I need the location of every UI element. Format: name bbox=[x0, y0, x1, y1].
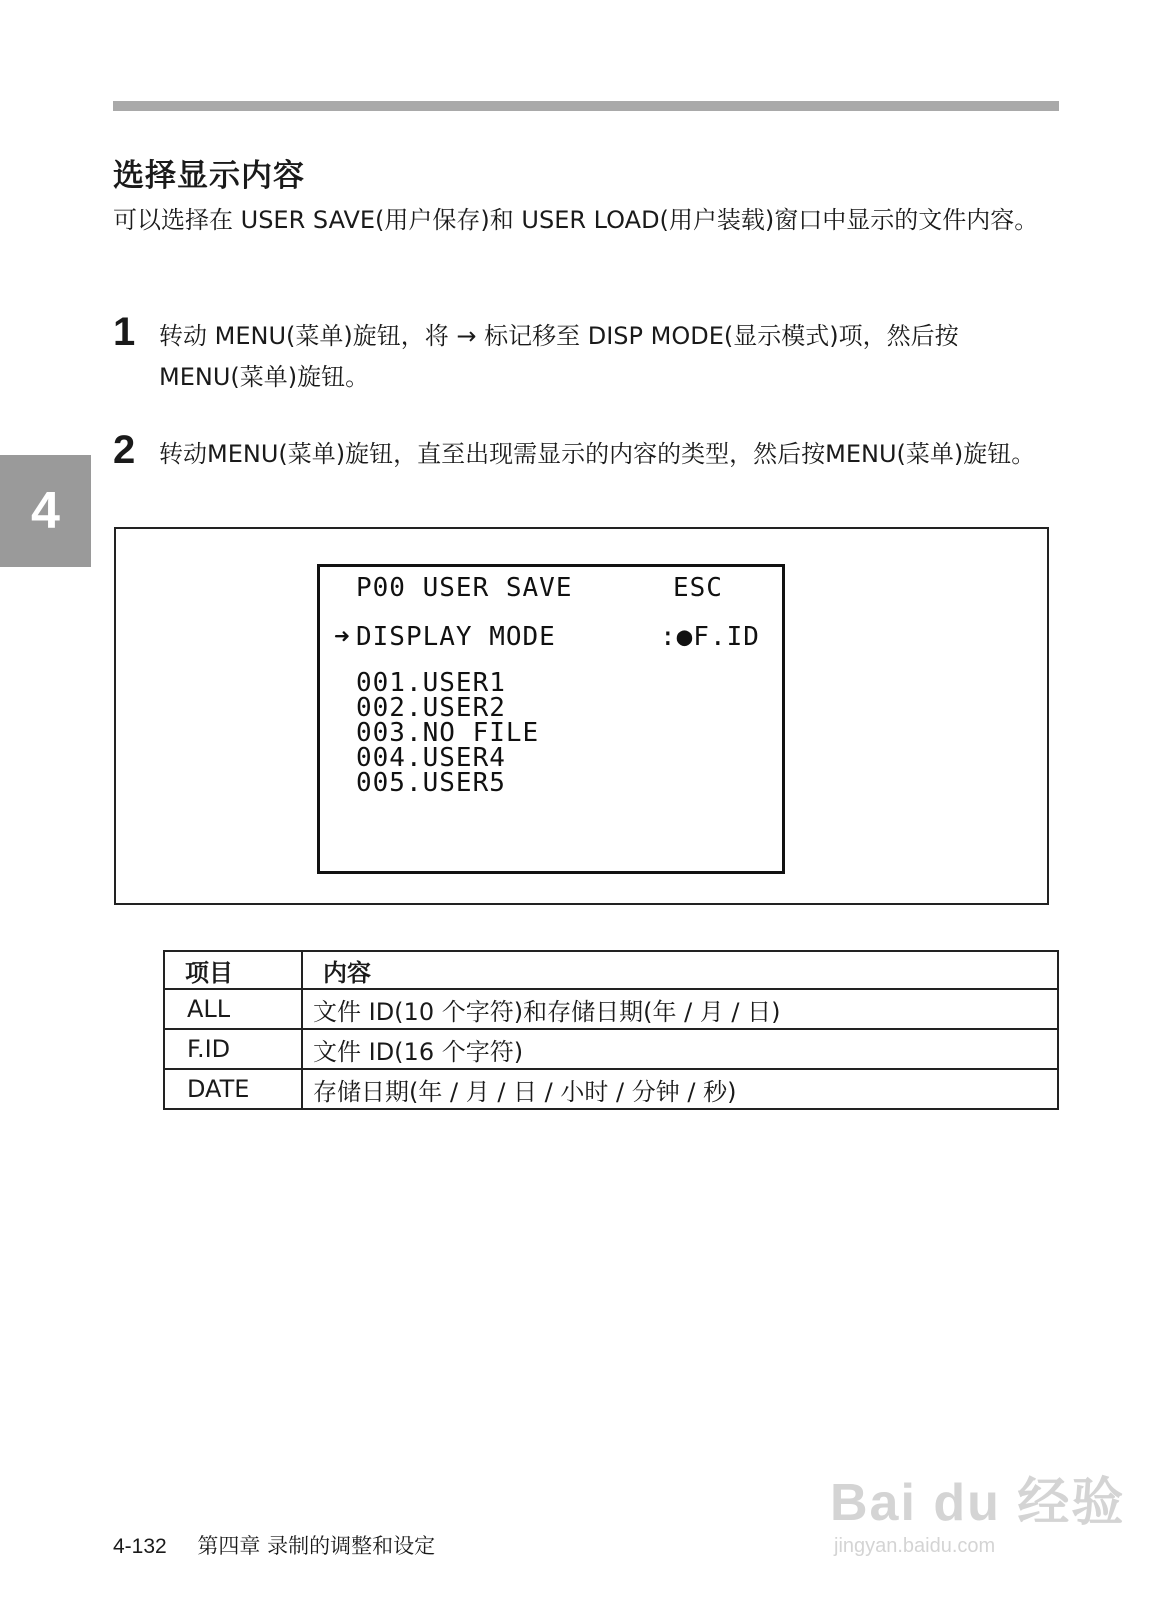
esc-option[interactable]: ESC bbox=[673, 573, 723, 603]
row-content: 文件 ID(10 个字符)和存储日期(年 / 月 / 日) bbox=[302, 989, 1058, 1029]
watermark-logo: Bai du 经验 bbox=[830, 1474, 1126, 1532]
table-header-row bbox=[164, 951, 1058, 989]
menu-screen bbox=[317, 564, 785, 874]
display-mode-item[interactable]: DISPLAY MODE bbox=[356, 622, 556, 652]
chapter-name: 第四章 录制的调整和设定 bbox=[197, 1534, 436, 1558]
header-item: 项目 bbox=[164, 951, 302, 989]
row-item: DATE bbox=[164, 1069, 302, 1109]
file-list bbox=[356, 668, 540, 798]
display-mode-value: :●F.ID bbox=[660, 622, 760, 652]
page-footer bbox=[113, 1530, 435, 1560]
header-content: 内容 bbox=[302, 951, 1058, 989]
table-row bbox=[164, 1069, 1058, 1109]
watermark-url: jingyan.baidu.com bbox=[834, 1535, 996, 1557]
section-title: 选择显示内容 bbox=[113, 158, 305, 194]
display-mode-table bbox=[163, 950, 1059, 1110]
table-row bbox=[164, 1029, 1058, 1069]
page-number: 4-132 bbox=[113, 1535, 167, 1558]
file-item[interactable]: 003.NO FILE bbox=[356, 718, 540, 748]
step-number: 1 bbox=[113, 310, 136, 354]
row-item: F.ID bbox=[164, 1029, 302, 1069]
step-text: 转动MENU(菜单)旋钮，直至出现需显示的内容的类型，然后按MENU(菜单)旋钮。 bbox=[159, 440, 1036, 468]
cursor-arrow-icon: ➜ bbox=[334, 622, 351, 652]
baidu-watermark bbox=[830, 1460, 1125, 1558]
file-item[interactable]: 004.USER4 bbox=[356, 743, 506, 773]
top-rule bbox=[113, 101, 1059, 111]
step-number: 2 bbox=[113, 428, 136, 472]
table-row bbox=[164, 989, 1058, 1029]
step-text: 转动 MENU(菜单)旋钮，将 → 标记移至 DISP MODE(显示模式)项，然后按 MENU(菜单)旋钮。 bbox=[159, 322, 959, 391]
intro-paragraph: 可以选择在 USER SAVE(用户保存)和 USER LOAD(用户装载)窗口中显示的文件内容。 bbox=[113, 206, 1039, 234]
file-item[interactable]: 001.USER1 bbox=[356, 668, 506, 698]
row-item: ALL bbox=[164, 989, 302, 1029]
file-item[interactable]: 005.USER5 bbox=[356, 768, 506, 798]
row-content: 文件 ID(16 个字符) bbox=[302, 1029, 1058, 1069]
file-item[interactable]: 002.USER2 bbox=[356, 693, 506, 723]
screen-title: P00 USER SAVE bbox=[356, 573, 573, 603]
chapter-tab: 4 bbox=[0, 455, 91, 567]
row-content: 存储日期(年 / 月 / 日 / 小时 / 分钟 / 秒) bbox=[302, 1069, 1058, 1109]
